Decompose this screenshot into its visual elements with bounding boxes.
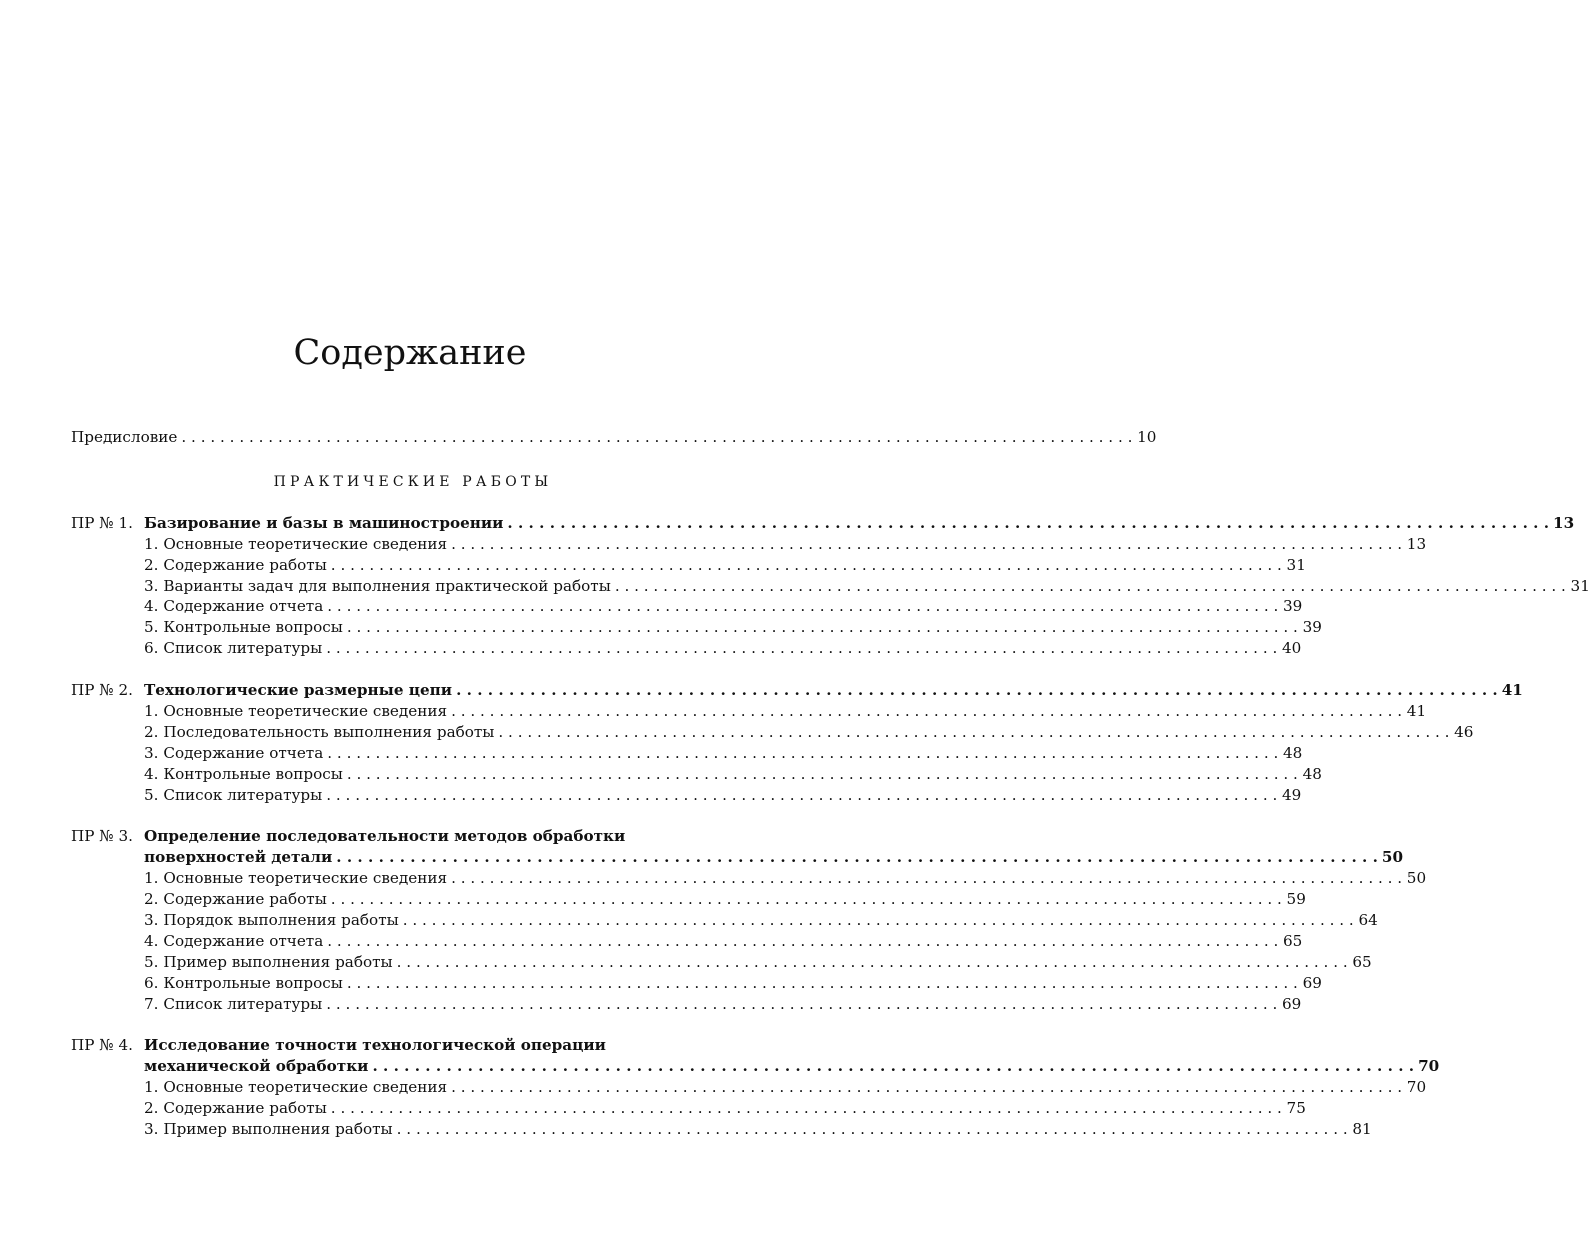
toc-subentry-label: 5. Контрольные вопросы [144,618,343,637]
toc-subentry-label: 5. Список литературы [144,785,323,804]
toc-subentry-label: 4. Содержание отчета [144,597,324,616]
toc-leader-dots [347,764,1298,785]
toc-subentry[interactable] [71,722,1474,743]
toc-page-number: 50 [1406,869,1427,888]
toc-work-title-text: Исследование точности технологической операции [144,1036,606,1055]
toc-entry-label: Предисловие [71,428,178,446]
toc-subentry-label: 6. Контрольные вопросы [144,973,343,992]
toc-leader-dots [498,722,1449,743]
toc-work-number: ПР № 3. [71,827,133,846]
toc-subentry-label: 1. Основные теоретические сведения [144,869,448,888]
toc-page-number: 41 [1501,681,1523,700]
toc-leader-dots [327,743,1278,764]
toc-work-group [71,513,1590,659]
toc-subentry-label: 6. Список литературы [144,639,323,658]
toc-subentry[interactable] [71,764,1322,785]
toc-page-number: 65 [1283,931,1303,950]
toc-subentry[interactable] [71,743,1303,764]
toc-page-number: 50 [1381,848,1404,867]
spacer [71,805,749,826]
toc-subentry[interactable] [71,1098,1306,1119]
toc-leader-dots [372,1056,1414,1077]
toc-leader-dots [327,931,1278,952]
toc-subentry[interactable] [71,576,1590,597]
toc-leader-dots [397,1119,1348,1140]
page-title: Содержание [293,333,527,374]
toc-leader-dots [451,868,1402,889]
toc-work-title-text: поверхностей детали [144,848,333,867]
toc-page-number: 59 [1286,890,1306,909]
toc-page-number: 70 [1418,1057,1440,1076]
spacer [71,1014,749,1035]
toc-subentry[interactable] [71,931,1303,952]
toc-subentry-label: 1. Основные теоретические сведения [144,534,448,553]
toc-work-title-text: механической обработки [144,1057,369,1076]
toc-work-title-first-line[interactable] [71,826,749,847]
toc-subentry-label: 4. Содержание отчета [144,931,324,950]
toc-page-number: 13 [1553,513,1575,532]
toc-page-number: 81 [1352,1120,1372,1139]
toc-subentry[interactable] [71,994,1302,1015]
toc-subentry[interactable] [71,638,1302,659]
toc-page-number: 64 [1358,911,1378,930]
toc-page-number: 48 [1283,743,1303,762]
toc-subentry[interactable] [71,1119,1372,1140]
toc-subentry-label: 3. Порядок выполнения работы [144,911,399,930]
toc-subentry[interactable] [71,785,1302,806]
toc-subentry[interactable] [71,596,1303,617]
toc-leader-dots [615,576,1566,597]
toc-subentry[interactable] [71,534,1427,555]
toc-subentry[interactable] [71,617,1322,638]
toc-subentry-label: 3. Варианты задач для выполнения практической работы [144,576,611,595]
toc-subentry-label: 1. Основные теоретические сведения [144,1078,448,1097]
toc-subentry-label: 4. Контрольные вопросы [144,764,343,783]
toc-page-number: 40 [1281,639,1302,658]
toc-page-number: 46 [1454,722,1474,741]
toc-page-number: 39 [1302,618,1322,637]
toc-leader-dots [397,952,1348,973]
toc-leader-dots [331,555,1282,576]
toc-leader-dots [336,847,1378,868]
toc-work-title-text: Технологические размерные цепи [144,681,453,700]
section-heading: ПРАКТИЧЕСКИЕ РАБОТЫ [273,473,553,490]
toc-subentry-label: 1. Основные теоретические сведения [144,702,448,721]
toc-page-number: 75 [1286,1099,1306,1118]
toc-leader-dots [451,1077,1402,1098]
toc-subentry-label: 5. Пример выполнения работы [144,952,393,971]
toc-subentry-label: 2. Содержание работы [144,555,327,574]
toc-leader-dots [331,1098,1282,1119]
table-of-contents [71,427,1590,1140]
toc-subentry-label: 3. Содержание отчета [144,743,324,762]
toc-work-title[interactable] [71,847,1404,868]
toc-subentry[interactable] [71,555,1306,576]
toc-leader-dots [451,701,1402,722]
toc-work-number: ПР № 2. [71,681,133,700]
toc-page-number: 39 [1283,597,1303,616]
toc-work-number: ПР № 4. [71,1036,133,1055]
toc-leader-dots [507,513,1549,534]
toc-subentry[interactable] [71,868,1427,889]
toc-subentry[interactable] [71,889,1306,910]
toc-subentry-label: 2. Содержание работы [144,890,327,909]
toc-subentry-label: 2. Содержание работы [144,1099,327,1118]
toc-leader-dots [456,680,1498,701]
toc-subentry-label: 2. Последовательность выполнения работы [144,722,495,741]
toc-page-number: 41 [1406,702,1427,721]
toc-leader-dots [331,889,1282,910]
toc-subentry[interactable] [71,910,1378,931]
spacer [71,659,749,680]
toc-work-number: ПР № 1. [71,513,133,532]
toc-leader-dots [403,910,1354,931]
toc-subentry-label: 7. Список литературы [144,994,323,1013]
toc-subentry[interactable] [71,973,1322,994]
toc-page-number: 69 [1302,973,1322,992]
toc-page-number: 49 [1281,785,1302,804]
toc-work-group [71,1035,1440,1139]
toc-leader-dots [451,534,1402,555]
toc-leader-dots [347,973,1298,994]
toc-entry-preface[interactable] [71,427,1157,448]
toc-subentry[interactable] [71,701,1427,722]
toc-leader-dots [327,596,1278,617]
toc-leader-dots [347,617,1298,638]
toc-work-title[interactable] [71,1056,1440,1077]
toc-leader-dots [181,427,1132,448]
toc-work-group [71,680,1523,805]
toc-work-title-text: Определение последовательности методов обработки [144,827,626,846]
toc-work-group [71,826,1427,1014]
toc-work-title-text: Базирование и базы в машиностроении [144,513,504,532]
toc-page-number: 31 [1570,576,1590,595]
toc-subentry[interactable] [71,1077,1427,1098]
toc-page-number: 48 [1302,764,1322,783]
toc-subentry[interactable] [71,952,1372,973]
toc-page-number: 13 [1406,534,1427,553]
toc-leader-dots [326,994,1277,1015]
toc-page-number: 65 [1352,952,1372,971]
toc-work-title[interactable] [71,680,1523,701]
toc-page-number: 70 [1406,1078,1427,1097]
toc-work-title-first-line[interactable] [71,1035,749,1056]
toc-leader-dots [326,638,1277,659]
toc-subentry-label: 3. Пример выполнения работы [144,1120,393,1139]
toc-page-number: 31 [1286,555,1306,574]
toc-page-number: 10 [1137,428,1157,446]
toc-page-number: 69 [1281,994,1302,1013]
toc-leader-dots [326,785,1277,806]
toc-work-title[interactable] [71,513,1575,534]
